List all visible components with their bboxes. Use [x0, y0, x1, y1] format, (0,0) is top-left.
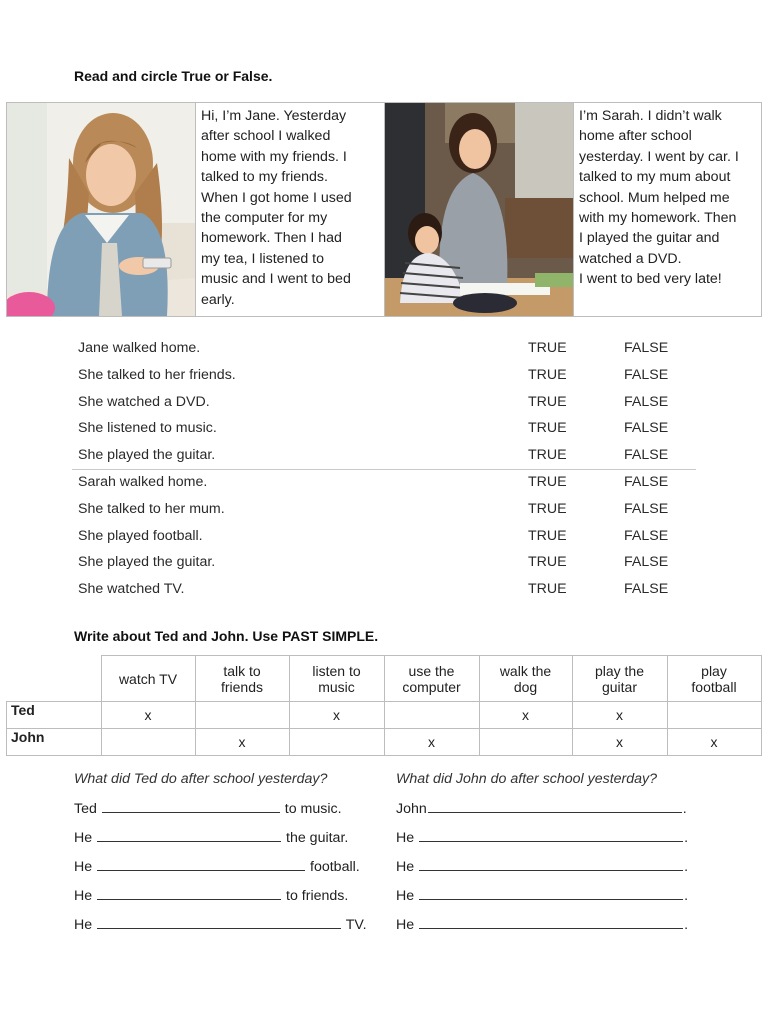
statement-text: She talked to her friends.	[78, 366, 236, 383]
john-question: What did John do after school yesterday?	[396, 771, 658, 787]
grid-corner	[7, 656, 102, 702]
answer-blank[interactable]	[419, 887, 683, 900]
false-option[interactable]: FALSE	[624, 447, 669, 464]
false-option[interactable]: FALSE	[624, 366, 669, 383]
grid-cell: x	[195, 729, 289, 756]
false-option[interactable]: FALSE	[624, 340, 669, 356]
line-start: He	[396, 917, 419, 933]
true-false-row	[72, 443, 696, 470]
grid-cell: x	[572, 702, 667, 729]
ted-question: What did Ted do after school yesterday?	[74, 771, 328, 787]
answer-blank[interactable]	[419, 916, 683, 929]
grid-cell: x	[101, 702, 195, 729]
answer-blank[interactable]	[102, 800, 280, 813]
line-end: .	[684, 830, 689, 846]
grid-column-header: play football	[667, 656, 761, 702]
line-end: .	[682, 801, 687, 817]
jane-photo	[7, 103, 196, 316]
line-end: TV.	[342, 917, 367, 933]
grid-cell: x	[572, 729, 667, 756]
grid-row-name: John	[7, 729, 102, 756]
true-option[interactable]: TRUE	[528, 581, 567, 598]
ted-answer-line	[74, 916, 367, 933]
true-false-row	[72, 577, 696, 604]
grid-cell	[101, 729, 195, 756]
false-option[interactable]: FALSE	[624, 420, 669, 437]
sarah-story: I’m Sarah. I didn’t walk home after school yesterday. I went by car. I talked to my mum about school. Mum helped me with my homework. Then I played the guitar and watched a DVD. I went to bed very late!	[579, 108, 739, 288]
true-false-divider	[72, 469, 696, 470]
grid-cell: x	[667, 729, 761, 756]
reading-panel	[6, 102, 762, 317]
statement-text: She played the guitar.	[78, 554, 216, 571]
true-option[interactable]: TRUE	[528, 554, 567, 571]
true-option[interactable]: TRUE	[528, 447, 567, 464]
true-option[interactable]: TRUE	[528, 393, 567, 410]
false-option[interactable]: FALSE	[624, 393, 669, 410]
grid-cell	[479, 729, 572, 756]
true-option[interactable]: TRUE	[528, 340, 567, 356]
line-end: to music.	[280, 801, 342, 817]
false-option[interactable]: FALSE	[624, 500, 669, 517]
sarah-photo	[385, 103, 574, 316]
grid-row-name: Ted	[7, 702, 102, 729]
line-end: .	[684, 917, 689, 933]
line-start: He	[74, 830, 97, 846]
line-start: He	[396, 888, 419, 904]
true-false-row	[72, 524, 696, 551]
statement-text: She played football.	[78, 527, 203, 544]
answer-blank[interactable]	[419, 858, 683, 871]
statement-text: She listened to music.	[78, 420, 217, 437]
ted-answer-line	[74, 887, 348, 904]
grid-column-header: watch TV	[101, 656, 195, 702]
statement-text: Jane walked home.	[78, 340, 201, 356]
line-start: John	[396, 801, 427, 817]
false-option[interactable]: FALSE	[624, 554, 669, 571]
true-false-row	[72, 416, 696, 443]
john-answer-line	[396, 858, 688, 875]
john-answer-line	[396, 800, 687, 817]
writing-instructions: Write about Ted and John. Use PAST SIMPLE.	[74, 628, 379, 644]
john-answer-line	[396, 916, 688, 933]
line-end: the guitar.	[282, 830, 349, 846]
true-option[interactable]: TRUE	[528, 420, 567, 437]
grid-cell	[289, 729, 384, 756]
line-start: He	[74, 859, 97, 875]
line-start: He	[74, 888, 97, 904]
line-start: He	[396, 859, 419, 875]
true-false-row	[72, 390, 696, 417]
false-option[interactable]: FALSE	[624, 473, 669, 490]
statement-text: She watched TV.	[78, 581, 185, 598]
ted-answer-line	[74, 800, 342, 817]
john-answer-line	[396, 887, 688, 904]
reading-instructions: Read and circle True or False.	[74, 68, 273, 84]
line-end: .	[684, 888, 689, 904]
true-false-row	[72, 363, 696, 390]
line-start: He	[74, 917, 97, 933]
true-false-row	[72, 497, 696, 524]
line-end: to friends.	[282, 888, 349, 904]
true-option[interactable]: TRUE	[528, 473, 567, 490]
grid-cell: x	[384, 729, 479, 756]
grid-column-header: use the computer	[384, 656, 479, 702]
grid-column-header: listen to music	[289, 656, 384, 702]
true-option[interactable]: TRUE	[528, 366, 567, 383]
false-option[interactable]: FALSE	[624, 527, 669, 544]
true-false-row	[72, 336, 696, 363]
line-start: He	[396, 830, 419, 846]
grid-column-header: talk to friends	[195, 656, 289, 702]
false-option[interactable]: FALSE	[624, 581, 669, 598]
line-end: .	[684, 859, 689, 875]
statement-text: She watched a DVD.	[78, 393, 210, 410]
ted-answer-line	[74, 858, 360, 875]
grid-cell	[667, 702, 761, 729]
line-end: football.	[306, 859, 360, 875]
activity-grid	[6, 655, 762, 756]
grid-column-header: walk the dog	[479, 656, 572, 702]
jane-story: Hi, I’m Jane. Yesterday after school I walked home with my friends. I talked to my friends. When I got home I used the computer for my homework. Then I had my tea, I listened to music and I went to bed early.	[196, 103, 385, 316]
grid-column-header: play the guitar	[572, 656, 667, 702]
true-false-row	[72, 470, 696, 497]
statement-text: Sarah walked home.	[78, 473, 208, 490]
answer-blank[interactable]	[428, 800, 682, 813]
answer-blank[interactable]	[97, 887, 281, 900]
ted-answer-line	[74, 829, 348, 846]
answer-blank[interactable]	[97, 916, 341, 929]
grid-cell	[195, 702, 289, 729]
statement-text: She talked to her mum.	[78, 500, 225, 517]
answer-blank[interactable]	[97, 829, 281, 842]
statement-text: She played the guitar.	[78, 447, 216, 464]
true-option[interactable]: TRUE	[528, 527, 567, 544]
answer-blank[interactable]	[97, 858, 305, 871]
john-answer-line	[396, 829, 688, 846]
grid-cell: x	[289, 702, 384, 729]
line-start: Ted	[74, 801, 101, 817]
true-option[interactable]: TRUE	[528, 500, 567, 517]
grid-cell: x	[479, 702, 572, 729]
answer-blank[interactable]	[419, 829, 683, 842]
grid-cell	[384, 702, 479, 729]
true-false-row	[72, 550, 696, 577]
